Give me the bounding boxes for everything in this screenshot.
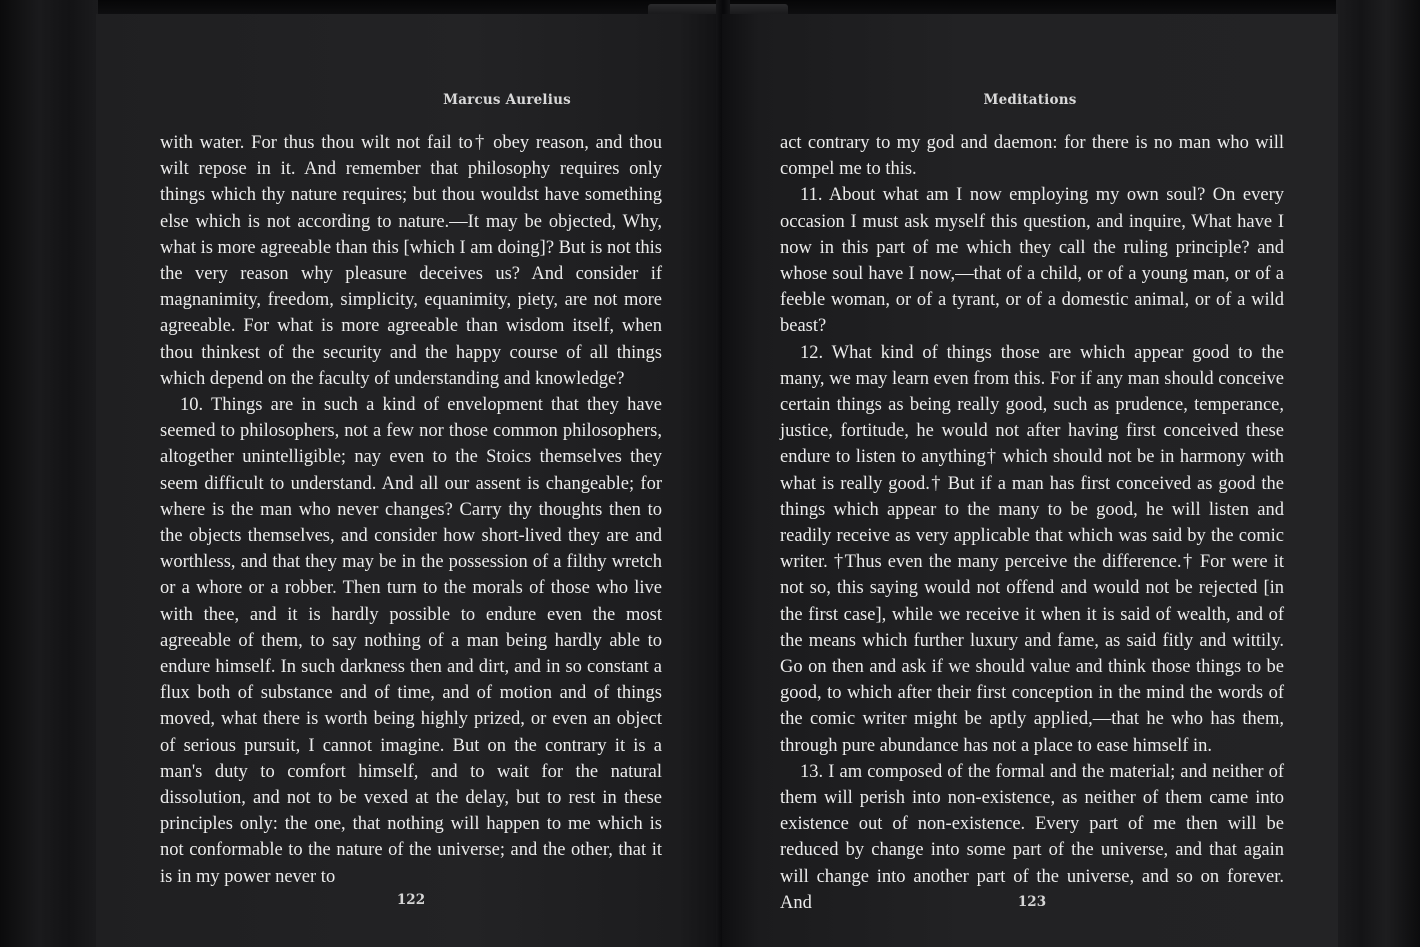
right-page-block-edge (1336, 0, 1420, 947)
running-head-author: Marcus Aurelius (443, 92, 571, 108)
left-page (96, 14, 722, 947)
left-page-block-edge (0, 0, 98, 947)
page-number: 122 (396, 892, 426, 908)
paragraph: 12. What kind of things those are which appear good to the many, we may learn even from this. For if any man should conceive certain things as being really good, such as prudence, temperance, justice, fortitude, he would not after having first conceived these endure to listen to anything† which should not be in harmony with what is really good.† But if a man has first conceived as good the things which appear to the many to be good, he will listen and readily receive as very applicable that which was said by the comic writer. †Thus even the many perceive the difference.† For were it not so, this saying would not offend and would not be rejected [in the first case], while we receive it when it is said of wealth, and of the means which further luxury and fame, as said fitly and wittily. Go on then and ask if we should value and think those things to be good, to which after their first conception in the mind the words of the comic writer might be aptly applied,—that he who has them, through pure abundance has not a place to ease himself in. (780, 342, 1284, 756)
right-page (722, 14, 1338, 947)
left-page-body (160, 130, 662, 890)
running-head-title: Meditations (983, 92, 1077, 108)
page-number: 123 (1017, 894, 1047, 910)
paragraph: act contrary to my god and daemon: for there is no man who will compel me to this. (780, 133, 1284, 180)
paragraph: with water. For thus thou wilt not fail to† obey reason, and thou wilt repose in it. And remember that philosophy requires only things which thy nature requires; but thou wouldst have something else which is not according to nature.—It may be objected, Why, what is more agreeable than this [which I am doing]? But is not this the very reason why pleasure deceives us? And consider if magnanimity, freedom, simplicity, equanimity, piety, are not more agreeable. For what is more agreeable than wisdom itself, when thou thinkest of the security and the happy course of all things which depend on the faculty of understanding and knowledge? (160, 133, 662, 389)
paragraph: 13. I am composed of the formal and the material; and neither of them will perish into non-existence, as neither of them came into existence out of non-existence. Every part of me then will be reduced by change into some part of the universe, and that again will change into another part of the universe, and so on forever. And (780, 761, 1284, 913)
paragraph: 11. About what am I now employing my own soul? On every occasion I must ask myself this question, and inquire, What have I now in this part of me which they call the ruling principle? and whose soul have I now,—that of a child, or of a young man, or of a feeble woman, or of a tyrant, or of a domestic animal, or of a wild beast? (780, 185, 1284, 337)
right-page-body (780, 130, 1284, 916)
paragraph: 10. Things are in such a kind of envelopment that they have seemed to philosophers, not a few nor those common philosophers, altogether unintelligible; nay even to the Stoics themselves they seem difficult to understand. And all our assent is changeable; for where is the man who never changes? Carry thy thoughts then to the objects themselves, and consider how short-lived they are and worthless, and that they may be in the possession of a filthy wretch or a whore or a robber. Then turn to the morals of those who live with thee, and it is hardly possible to endure even the most agreeable of them, to say nothing of a man being hardly able to endure himself. In such darkness then and dirt, and in so constant a flux both of substance and of time, and of motion and of things moved, what there is worth being highly prized, or even an object of serious pursuit, I cannot imagine. But on the contrary it is a man's duty to comfort himself, and to wait for the natural dissolution, and not to be vexed at the delay, but to rest in these principles only: the one, that nothing will happen to me which is not conformable to the nature of the universe; and the other, that it is in my power never to (160, 395, 662, 887)
